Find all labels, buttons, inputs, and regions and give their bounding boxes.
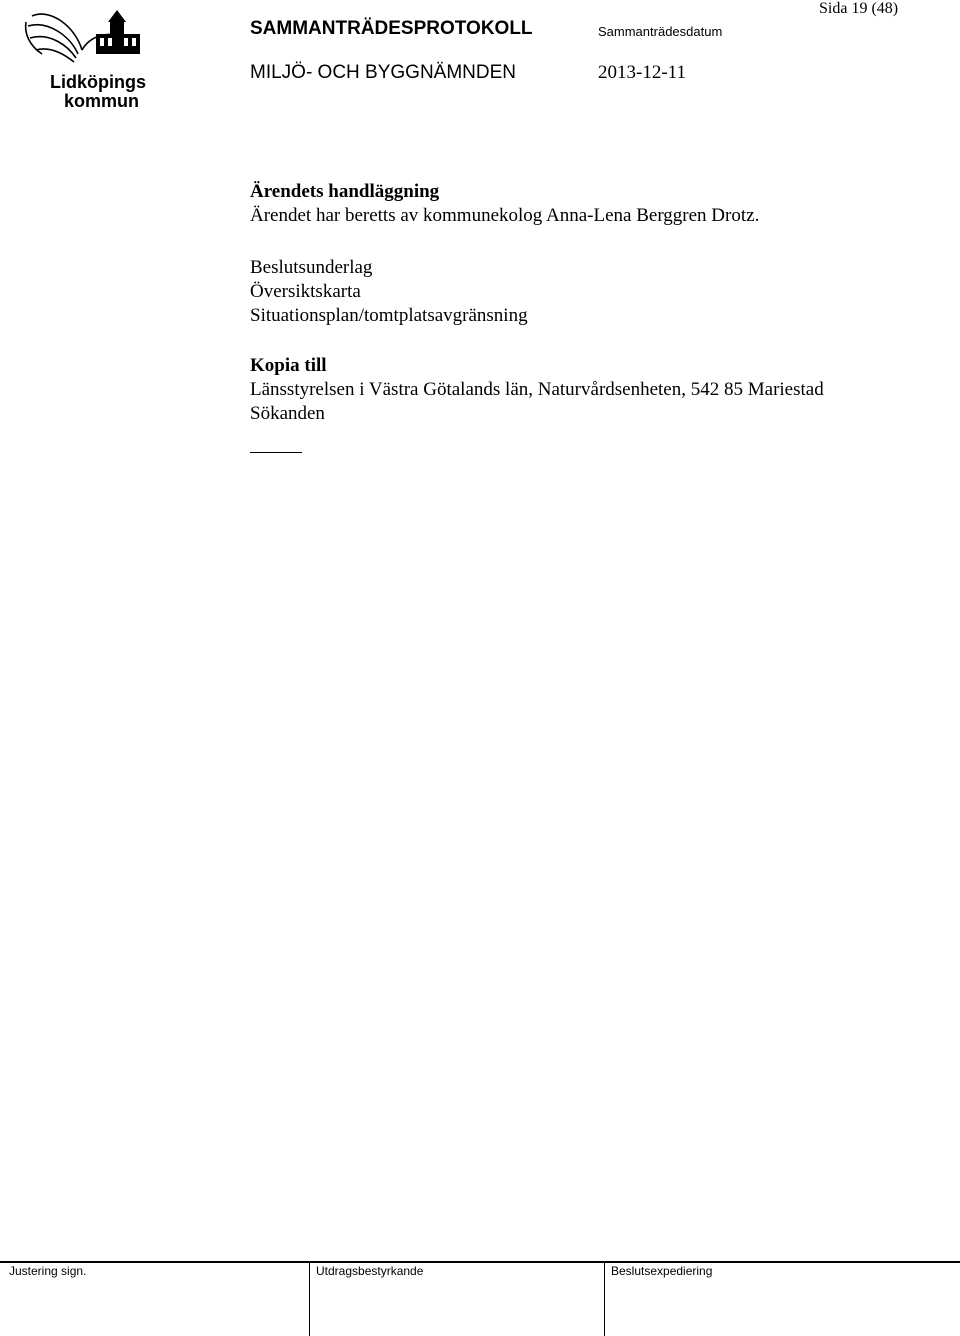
logo-text-line2: kommun	[64, 91, 140, 110]
section-kopia-till	[250, 354, 824, 426]
section-line: Översiktskarta	[250, 281, 361, 302]
section-heading: Ärendets handläggning	[250, 181, 440, 202]
lidkopings-kommun-logo	[20, 6, 160, 110]
footer-utdragsbestyrkande-label: Utdragsbestyrkande	[316, 1264, 424, 1278]
section-line: Länsstyrelsen i Västra Götalands län, Naturvårdsenheten, 542 85 Mariestad	[250, 379, 824, 400]
board-name: MILJÖ- OCH BYGGNÄMNDEN	[250, 62, 517, 83]
footer-rule	[0, 1261, 960, 1263]
page-number: Sida 19 (48)	[819, 0, 899, 17]
document-title: SAMMANTRÄDESPROTOKOLL	[250, 18, 533, 39]
logo-text-line1: Lidköpings	[50, 72, 146, 92]
meeting-date-label: Sammanträdesdatum	[598, 24, 723, 39]
meeting-date: 2013-12-11	[598, 62, 686, 83]
section-heading: Kopia till	[250, 355, 327, 376]
section-heading: Beslutsunderlag	[250, 257, 373, 278]
footer-divider	[309, 1262, 310, 1336]
section-beslutsunderlag	[250, 256, 528, 328]
footer-beslutsexpediering-label: Beslutsexpediering	[611, 1264, 713, 1278]
footer-justering-label: Justering sign.	[9, 1264, 87, 1278]
end-of-item-rule	[250, 452, 302, 453]
footer-divider	[604, 1262, 605, 1336]
section-line: Ärendet har beretts av kommunekolog Anna-Lena Berggren Drotz.	[250, 205, 760, 226]
section-handlaggning	[250, 180, 759, 228]
section-line: Sökanden	[250, 403, 325, 424]
section-line: Situationsplan/tomtplatsavgränsning	[250, 305, 528, 326]
